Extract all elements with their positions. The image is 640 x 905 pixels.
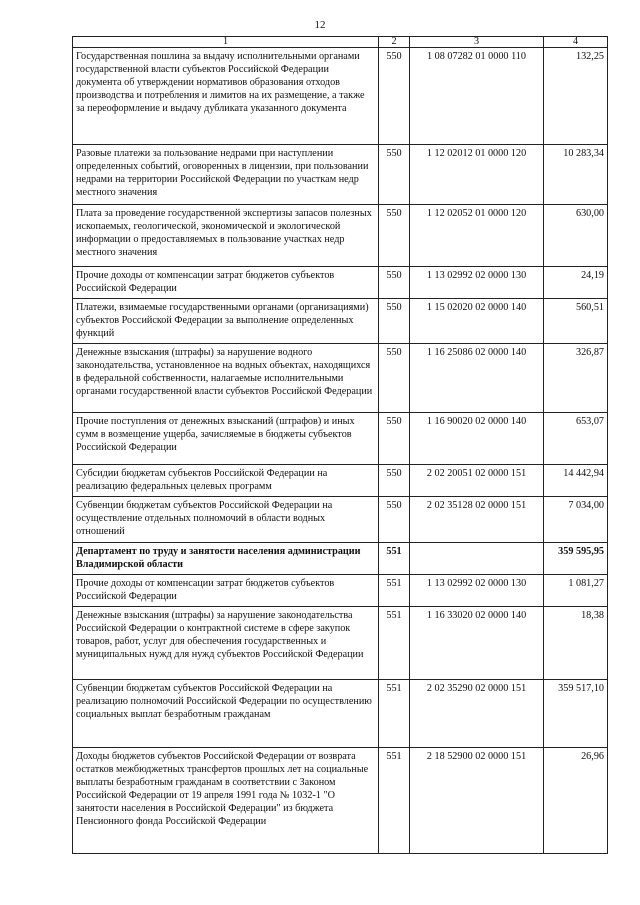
row-budget-code-cell: 1 12 02012 01 0000 120	[410, 145, 544, 205]
row-amount-cell: 326,87	[544, 344, 608, 413]
row-admin-code-cell: 550	[379, 48, 410, 145]
table-row	[73, 607, 608, 680]
row-budget-code-cell: 2 18 52900 02 0000 151	[410, 748, 544, 854]
row-name-cell: Прочие поступления от денежных взысканий (штрафов) и иных сумм в возмещение ущерба, зачисляемые в бюджеты субъектов Российской Федерации	[73, 413, 379, 465]
table-row	[73, 497, 608, 543]
row-admin-code-cell: 550	[379, 497, 410, 543]
row-admin-code-cell: 551	[379, 575, 410, 607]
row-admin-code-cell: 550	[379, 465, 410, 497]
row-name-cell: Субвенции бюджетам субъектов Российской Федерации на осуществление отдельных полномочий в области водных отношений	[73, 497, 379, 543]
page-number: 12	[314, 19, 326, 31]
row-amount-cell: 7 034,00	[544, 497, 608, 543]
row-admin-code-cell: 551	[379, 543, 410, 575]
row-budget-code-cell: 2 02 35128 02 0000 151	[410, 497, 544, 543]
row-budget-code-cell: 1 16 90020 02 0000 140	[410, 413, 544, 465]
row-amount-cell: 359 517,10	[544, 680, 608, 748]
row-amount-cell: 10 283,34	[544, 145, 608, 205]
row-name-cell: Прочие доходы от компенсации затрат бюджетов субъектов Российской Федерации	[73, 575, 379, 607]
row-name-cell: Прочие доходы от компенсации затрат бюджетов субъектов Российской Федерации	[73, 267, 379, 299]
row-admin-code-cell: 551	[379, 748, 410, 854]
row-admin-code-cell: 550	[379, 205, 410, 267]
row-budget-code-cell: 1 13 02992 02 0000 130	[410, 267, 544, 299]
row-amount-cell: 1 081,27	[544, 575, 608, 607]
row-amount-cell: 14 442,94	[544, 465, 608, 497]
row-budget-code-cell: 1 16 25086 02 0000 140	[410, 344, 544, 413]
row-name-cell: Денежные взыскания (штрафы) за нарушение водного законодательства, установленное на водных объектах, находящихся в федеральной собственности, налагаемые исполнительными органами государственной власти субъектов Российской Федерации	[73, 344, 379, 413]
row-name-cell: Субсидии бюджетам субъектов Российской Федерации на реализацию федеральных целевых программ	[73, 465, 379, 497]
row-name-cell: Платежи, взимаемые государственными органами (организациями) субъектов Российской Федерации за выполнение определенных функций	[73, 299, 379, 344]
table-row	[73, 413, 608, 465]
row-admin-code-cell: 551	[379, 680, 410, 748]
table-header-row	[73, 37, 608, 48]
header-col-4: 4	[544, 37, 608, 48]
row-budget-code-cell	[410, 543, 544, 575]
table-row	[73, 748, 608, 854]
row-name-cell: Доходы бюджетов субъектов Российской Федерации от возврата остатков межбюджетных трансфертов прошлых лет на социальные выплаты безработным гражданам в соответствии с Законом Российской Федерации от 19 апреля 1991 года № 1032-1 "О занятости населения в Российской Федерации" из бюджета Пенсионного фонда Российской Федерации	[73, 748, 379, 854]
header-col-1: 1	[73, 37, 379, 48]
row-budget-code-cell: 1 15 02020 02 0000 140	[410, 299, 544, 344]
row-amount-cell: 653,07	[544, 413, 608, 465]
row-admin-code-cell: 550	[379, 145, 410, 205]
budget-revenue-table	[72, 36, 608, 854]
row-name-cell: Государственная пошлина за выдачу исполнительными органами государственной власти субъектов Российской Федерации документа об утверждении нормативов образования отходов производства и потребления и лимитов на их размещение, а также за переоформление и выдачу дубликата указанного документа	[73, 48, 379, 145]
table-row	[73, 145, 608, 205]
row-budget-code-cell: 1 08 07282 01 0000 110	[410, 48, 544, 145]
row-admin-code-cell: 550	[379, 267, 410, 299]
table-row	[73, 267, 608, 299]
row-amount-cell: 26,96	[544, 748, 608, 854]
row-admin-code-cell: 550	[379, 344, 410, 413]
table-row	[73, 299, 608, 344]
header-col-2: 2	[379, 37, 410, 48]
row-budget-code-cell: 1 12 02052 01 0000 120	[410, 205, 544, 267]
row-name-cell: Разовые платежи за пользование недрами при наступлении определенных событий, оговоренных в лицензии, при пользовании недрами на территории Российской Федерации по участкам недр местного значения	[73, 145, 379, 205]
table-row	[73, 575, 608, 607]
row-amount-cell: 359 595,95	[544, 543, 608, 575]
row-admin-code-cell: 550	[379, 299, 410, 344]
table-row	[73, 543, 608, 575]
row-budget-code-cell: 1 16 33020 02 0000 140	[410, 607, 544, 680]
row-name-cell: Плата за проведение государственной экспертизы запасов полезных ископаемых, геологической, экономической и экологической информации о предоставляемых в пользование участках недр местного значения	[73, 205, 379, 267]
table-row	[73, 205, 608, 267]
row-amount-cell: 18,38	[544, 607, 608, 680]
table-row	[73, 465, 608, 497]
table-row	[73, 680, 608, 748]
row-name-cell: Субвенции бюджетам субъектов Российской Федерации на реализацию полномочий Российской Федерации по осуществлению социальных выплат безработным гражданам	[73, 680, 379, 748]
row-name-cell: Департамент по труду и занятости населения администрации Владимирской области	[73, 543, 379, 575]
row-budget-code-cell: 2 02 20051 02 0000 151	[410, 465, 544, 497]
row-amount-cell: 24,19	[544, 267, 608, 299]
row-admin-code-cell: 551	[379, 607, 410, 680]
header-col-3: 3	[410, 37, 544, 48]
row-admin-code-cell: 550	[379, 413, 410, 465]
row-amount-cell: 630,00	[544, 205, 608, 267]
row-budget-code-cell: 2 02 35290 02 0000 151	[410, 680, 544, 748]
row-amount-cell: 560,51	[544, 299, 608, 344]
row-amount-cell: 132,25	[544, 48, 608, 145]
table-row	[73, 344, 608, 413]
row-name-cell: Денежные взыскания (штрафы) за нарушение законодательства Российской Федерации о контрактной системе в сфере закупок товаров, работ, услуг для обеспечения государственных и муниципальных нужд для нужд субъектов Российской Федерации	[73, 607, 379, 680]
table-row	[73, 48, 608, 145]
row-budget-code-cell: 1 13 02992 02 0000 130	[410, 575, 544, 607]
